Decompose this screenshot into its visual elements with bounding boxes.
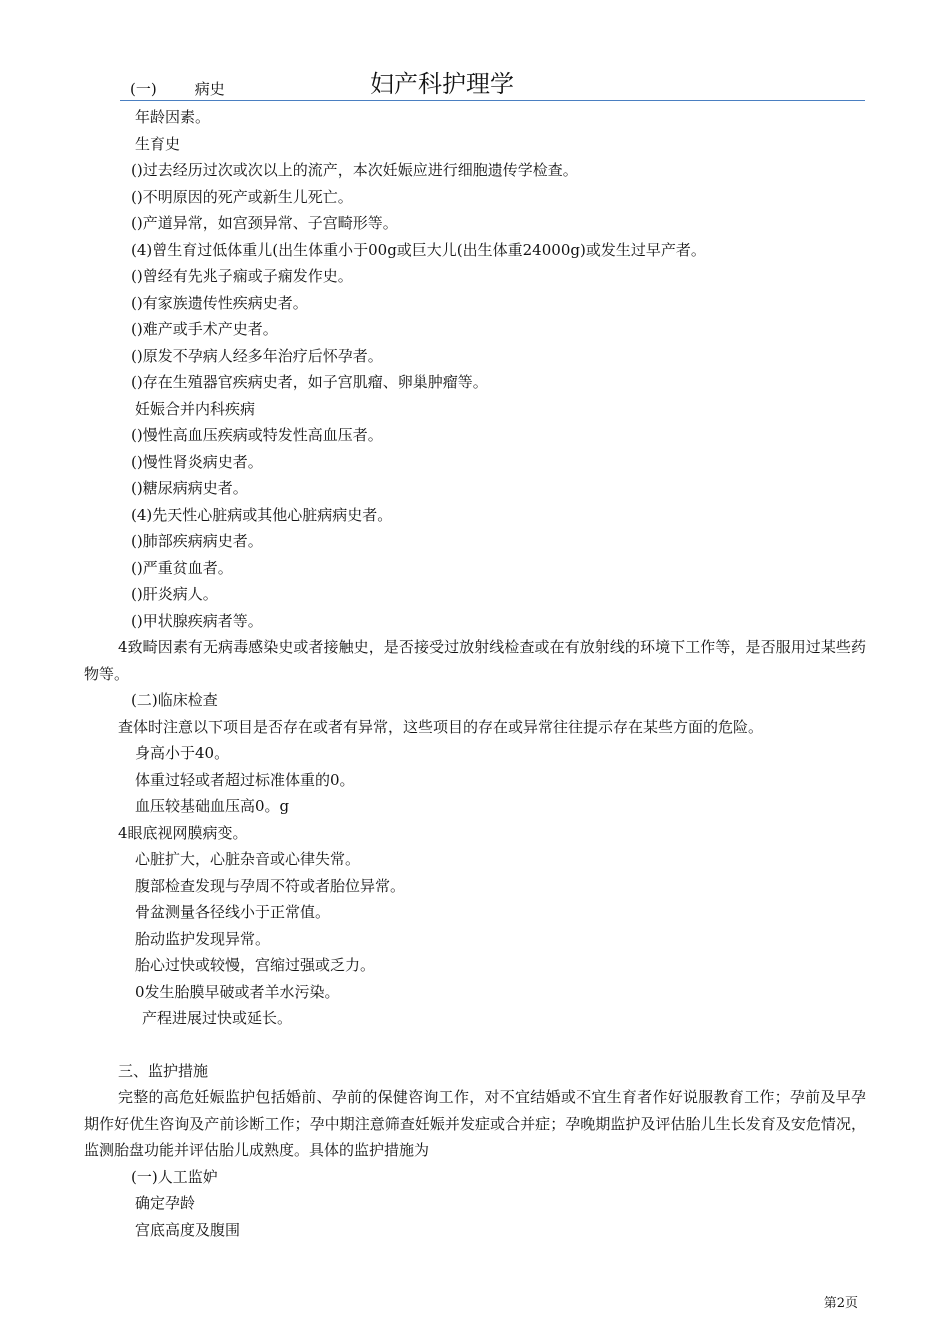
text-line: 妊娠合并内科疾病 <box>135 399 256 418</box>
text-line: 0发生胎膜早破或者羊水污染。 <box>135 982 340 1001</box>
text-line: ()肺部疾病病史者。 <box>131 532 263 550</box>
text-line: ()难产或手术产史者。 <box>131 320 278 338</box>
text-line: ()有家族遗传性疾病史者。 <box>131 293 308 312</box>
subsection-heading: (二)临床检查 <box>131 691 218 709</box>
text-line: 宫底高度及腹围 <box>135 1220 241 1239</box>
text-line: ()甲状腺疾病者等。 <box>131 611 263 630</box>
text-line: 胎动监护发现异常。 <box>135 929 271 948</box>
text-line: 腹部检查发现与孕周不符或者胎位异常。 <box>135 876 406 895</box>
document-title: 妇产科护理学 <box>370 70 514 98</box>
text-line: ()慢性高血压疾病或特发性高血压者。 <box>131 426 383 444</box>
page-number: 第2页 <box>823 1296 858 1311</box>
header-divider <box>120 100 865 101</box>
text-line: 生育史 <box>135 134 181 153</box>
text-line: (4)先天性心脏病或其他心脏病病史者。 <box>131 505 393 524</box>
text-line: 产程进展过快或延长。 <box>142 1009 293 1027</box>
text-line: 骨盆测量各径线小于正常值。 <box>135 903 331 921</box>
section-heading-3: 三、监护措施 <box>118 1061 209 1080</box>
text-line: 体重过轻或者超过标准体重的0。 <box>135 770 355 789</box>
text-line: ()糖尿病病史者。 <box>131 479 248 497</box>
text-paragraph: 4致畸因素有无病毒感染史或者接触史，是否接受过放射线检查或在有放射线的环境下工作等，是否服用过某些药物等。 <box>84 638 866 683</box>
text-line: 4眼底视网膜病变。 <box>118 823 248 842</box>
text-line: 胎心过快或较慢，宫缩过强或乏力。 <box>135 956 376 974</box>
section-title: 病史 <box>194 80 225 98</box>
text-paragraph: 完整的高危妊娠监护包括婚前、孕前的保健咨询工作，对不宜结婚或不宜生育者作好说服教育工作；孕前及早孕期作好优生咨询及产前诊断工作；孕中期注意筛查妊娠并发症或合并症；孕晚期监护及评估胎儿生长发育及安危情况，监测胎盘功能并评估胎儿成熟度。具体的监护措施为 <box>84 1088 866 1159</box>
text-line: ()产道异常，如宫颈异常、子宫畸形等。 <box>131 214 398 232</box>
text-line: ()存在生殖器官疾病史者，如子宫肌瘤、卵巢肿瘤等。 <box>131 373 488 391</box>
text-line: 身高小于40。 <box>135 744 230 762</box>
text-line: ()不明原因的死产或新生儿死亡。 <box>131 187 353 206</box>
text-line: ()肝炎病人。 <box>131 585 218 603</box>
text-line: ()原发不孕病人经多年治疗后怀孕者。 <box>131 346 383 365</box>
text-line: 血压较基础血压高0。g <box>135 797 290 815</box>
text-line: 确定孕龄 <box>135 1194 196 1212</box>
text-line: ()慢性肾炎病史者。 <box>131 452 263 471</box>
section-heading <box>130 78 225 99</box>
text-line: ()严重贫血者。 <box>131 558 233 577</box>
text-line: 查体时注意以下项目是否存在或者有异常，这些项目的存在或异常往往提示存在某些方面的危险。 <box>118 717 764 736</box>
text-line: (4)曾生育过低体重儿(出生体重小于00g或巨大儿(出生体重24000g)或发生过早产者。 <box>131 240 706 259</box>
section-number: (一) <box>130 80 157 98</box>
text-line: ()过去经历过次或次以上的流产，本次妊娠应进行细胞遗传学检查。 <box>131 161 578 179</box>
text-line: 年龄因素。 <box>135 108 211 126</box>
subsection-heading: (一)人工监妒 <box>131 1167 218 1186</box>
text-line: ()曾经有先兆子痫或子痫发作史。 <box>131 267 353 285</box>
document-body <box>84 104 866 1243</box>
blank-line <box>84 1032 866 1058</box>
text-line: 心脏扩大，心脏杂音或心律失常。 <box>135 850 361 868</box>
